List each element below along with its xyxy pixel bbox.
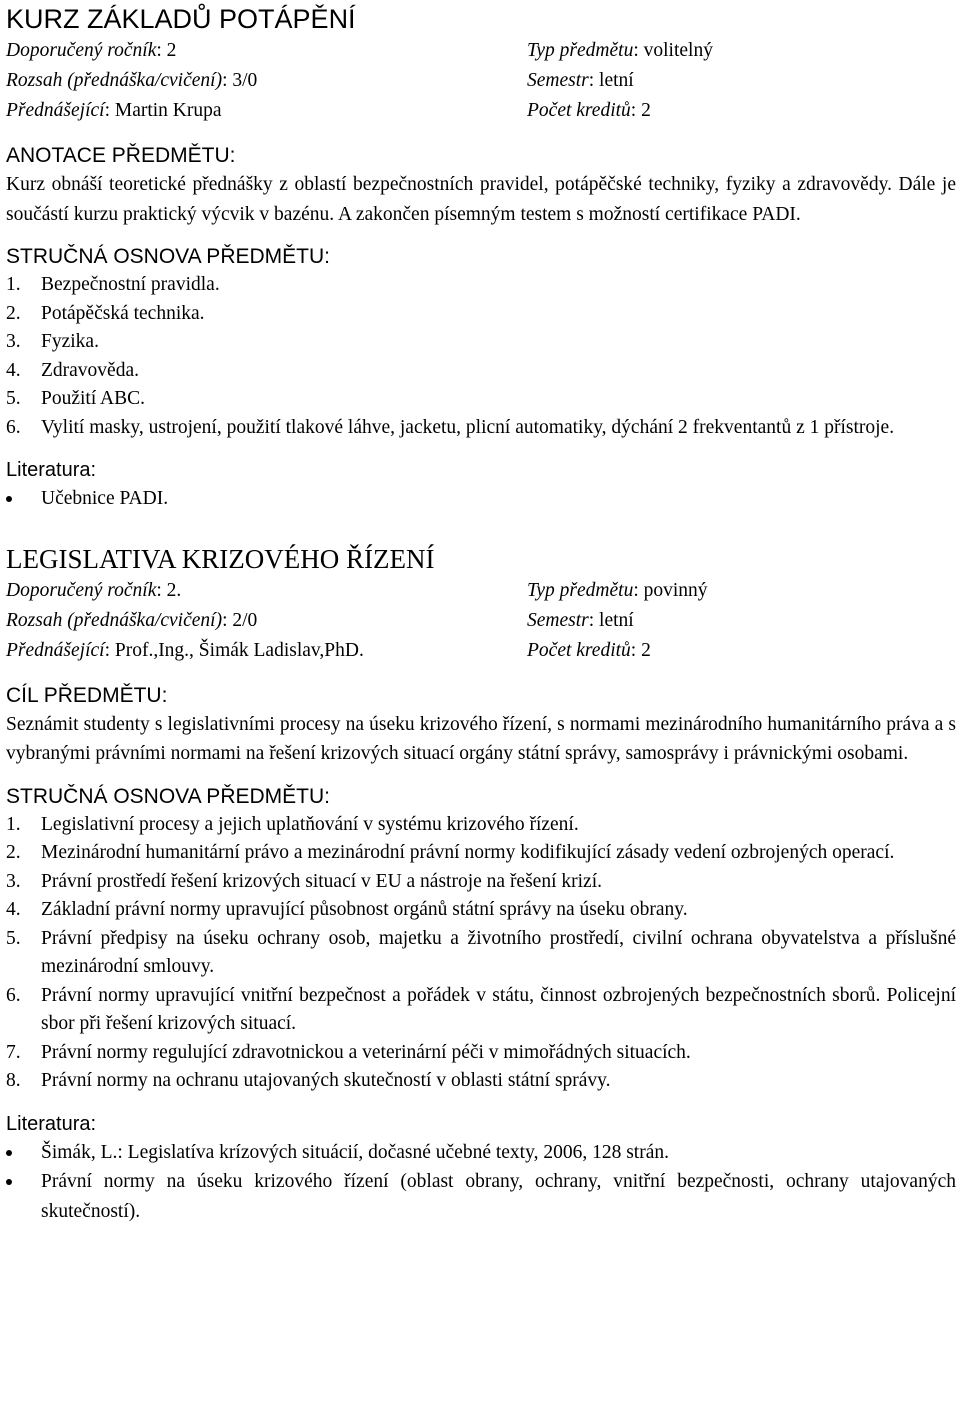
meta-row [6, 96, 956, 126]
meta-credits: Počet kreditů: 2 [527, 100, 651, 121]
document-page [6, 0, 956, 1226]
outline-item [6, 811, 956, 840]
outline-item [6, 300, 956, 329]
annotation-heading: ANOTACE PŘEDMĚTU: [6, 144, 236, 167]
outline-heading: STRUČNÁ OSNOVA PŘEDMĚTU: [6, 245, 330, 268]
outline-item [6, 357, 956, 386]
annotation-text: Kurz obnáší teoretické přednášky z oblastí bezpečnostních pravidel, potápěčské techniky, fyziky a zdravovědy. Dále je součástí kurzu praktický výcvik v bazénu. A zakončen písemným testem s možností certifikace PADI. [6, 174, 956, 225]
outline-item-text: Legislativní procesy a jejich uplatňování v systému krizového řízení. [41, 813, 579, 835]
outline-item-number: 6. [6, 984, 21, 1006]
course-title: LEGISLATIVA KRIZOVÉHO ŘÍZENÍ [6, 543, 435, 574]
meta-row [6, 66, 956, 96]
outline-item [6, 1039, 956, 1068]
outline-item-text: Vylití masky, ustrojení, použití tlakové láhve, jacketu, plicní automatiky, dýchání 2 frekventantů z 1 přístroje. [41, 416, 895, 438]
meta-semester: Semestr: letní [527, 609, 634, 631]
outline-item [6, 271, 956, 300]
outline-list [6, 271, 956, 442]
meta-year: Doporučený ročník: 2. [6, 579, 182, 601]
outline-item-text: Právní normy upravující vnitřní bezpečnost a pořádek v státu, činnost ozbrojených bezpečnostních sborů. Policejní sbor při řešení krizových situací. [41, 984, 956, 1034]
outline-item-text: Právní normy na ochranu utajovaných skutečností v oblasti státní správy. [41, 1070, 611, 1091]
goal-text: Seznámit studenty s legislativními procesy na úseku krizového řízení, s normami mezinárodního humanitárního práva a s vybranými právními normami na řešení krizových situací orgány státní správy, samosprávy i právnickými osobami. [6, 713, 956, 764]
literature-list [6, 1138, 956, 1227]
outline-item [6, 982, 956, 1039]
meta-scope: Rozsah (přednáška/cvičení): 3/0 [6, 70, 258, 91]
literature-list [6, 484, 956, 514]
meta-lecturer: Přednášející: Martin Krupa [6, 100, 222, 121]
literature-item-text: Právní normy na úseku krizového řízení (oblast obrany, ochrany, vnitřní bezpečnosti, ochrany utajovaných skutečností). [41, 1171, 956, 1222]
outline-item-text: Právní předpisy na úseku ochrany osob, majetku a životního prostředí, civilní ochrana obyvatelstva a příslušné mezinárodní smlouvy. [41, 927, 956, 977]
outline-item-text: Právní prostředí řešení krizových situací v EU a nástroje na řešení krizí. [41, 870, 602, 892]
outline-item-text: Mezinárodní humanitární právo a mezinárodní právní normy kodifikující zásady vedení ozbrojených operací. [41, 842, 895, 863]
outline-item [6, 328, 956, 357]
meta-credits: Počet kreditů: 2 [527, 639, 651, 661]
literature-item [6, 1167, 956, 1226]
outline-item [6, 839, 956, 868]
outline-item [6, 385, 956, 414]
outline-item-number: 5. [6, 388, 21, 409]
goal-heading: CÍL PŘEDMĚTU: [6, 683, 168, 707]
outline-item-text: Fyzika. [41, 331, 99, 352]
outline-item-number: 2. [6, 302, 21, 324]
outline-item-text: Zdravověda. [41, 359, 139, 381]
outline-item-number: 5. [6, 927, 21, 949]
outline-item-number: 3. [6, 331, 21, 352]
meta-semester: Semestr: letní [527, 70, 634, 91]
meta-type: Typ předmětu: povinný [527, 579, 708, 601]
meta-year: Doporučený ročník: 2 [6, 40, 177, 61]
literature-item [6, 484, 956, 514]
meta-scope: Rozsah (přednáška/cvičení): 2/0 [6, 609, 258, 631]
outline-item-number: 8. [6, 1070, 21, 1091]
meta-type: Typ předmětu: volitelný [527, 40, 713, 61]
meta-row [6, 606, 956, 636]
meta-row [6, 36, 956, 66]
outline-item [6, 925, 956, 982]
outline-item-number: 3. [6, 870, 21, 892]
meta-row [6, 576, 956, 606]
course-meta [6, 576, 956, 666]
course-title: KURZ ZÁKLADŮ POTÁPĚNÍ [6, 4, 356, 34]
meta-lecturer: Přednášející: Prof.,Ing., Šimák Ladislav,PhD. [6, 639, 364, 661]
course-meta [6, 36, 956, 126]
bullet-icon [6, 496, 12, 502]
outline-item-text: Bezpečnostní pravidla. [41, 274, 220, 295]
outline-item-number: 7. [6, 1041, 21, 1063]
literature-heading: Literatura: [6, 459, 97, 481]
outline-item-text: Použití ABC. [41, 388, 146, 409]
meta-row [6, 636, 956, 666]
outline-item-text: Základní právní normy upravující působnost orgánů státní správy na úseku obrany. [41, 899, 688, 920]
outline-item [6, 868, 956, 897]
outline-item-number: 2. [6, 842, 21, 863]
outline-list [6, 811, 956, 1096]
literature-item [6, 1138, 956, 1168]
outline-item [6, 414, 956, 443]
bullet-icon [6, 1150, 12, 1156]
outline-item-number: 1. [6, 274, 21, 295]
outline-item [6, 896, 956, 925]
bullet-icon [6, 1179, 12, 1185]
outline-heading: STRUČNÁ OSNOVA PŘEDMĚTU: [6, 784, 330, 808]
outline-item-text: Právní normy regulující zdravotnickou a veterinární péči v mimořádných situacích. [41, 1041, 691, 1063]
outline-item-number: 4. [6, 899, 21, 920]
outline-item-number: 4. [6, 359, 21, 381]
literature-heading: Literatura: [6, 1112, 97, 1135]
outline-item-text: Potápěčská technika. [41, 302, 205, 324]
literature-item-text: Šimák, L.: Legislatíva krízových situácií, dočasné učebné texty, 2006, 128 strán. [41, 1141, 669, 1163]
outline-item-number: 1. [6, 813, 21, 835]
literature-item-text: Učebnice PADI. [41, 488, 169, 509]
outline-item-number: 6. [6, 416, 21, 438]
outline-item [6, 1067, 956, 1096]
